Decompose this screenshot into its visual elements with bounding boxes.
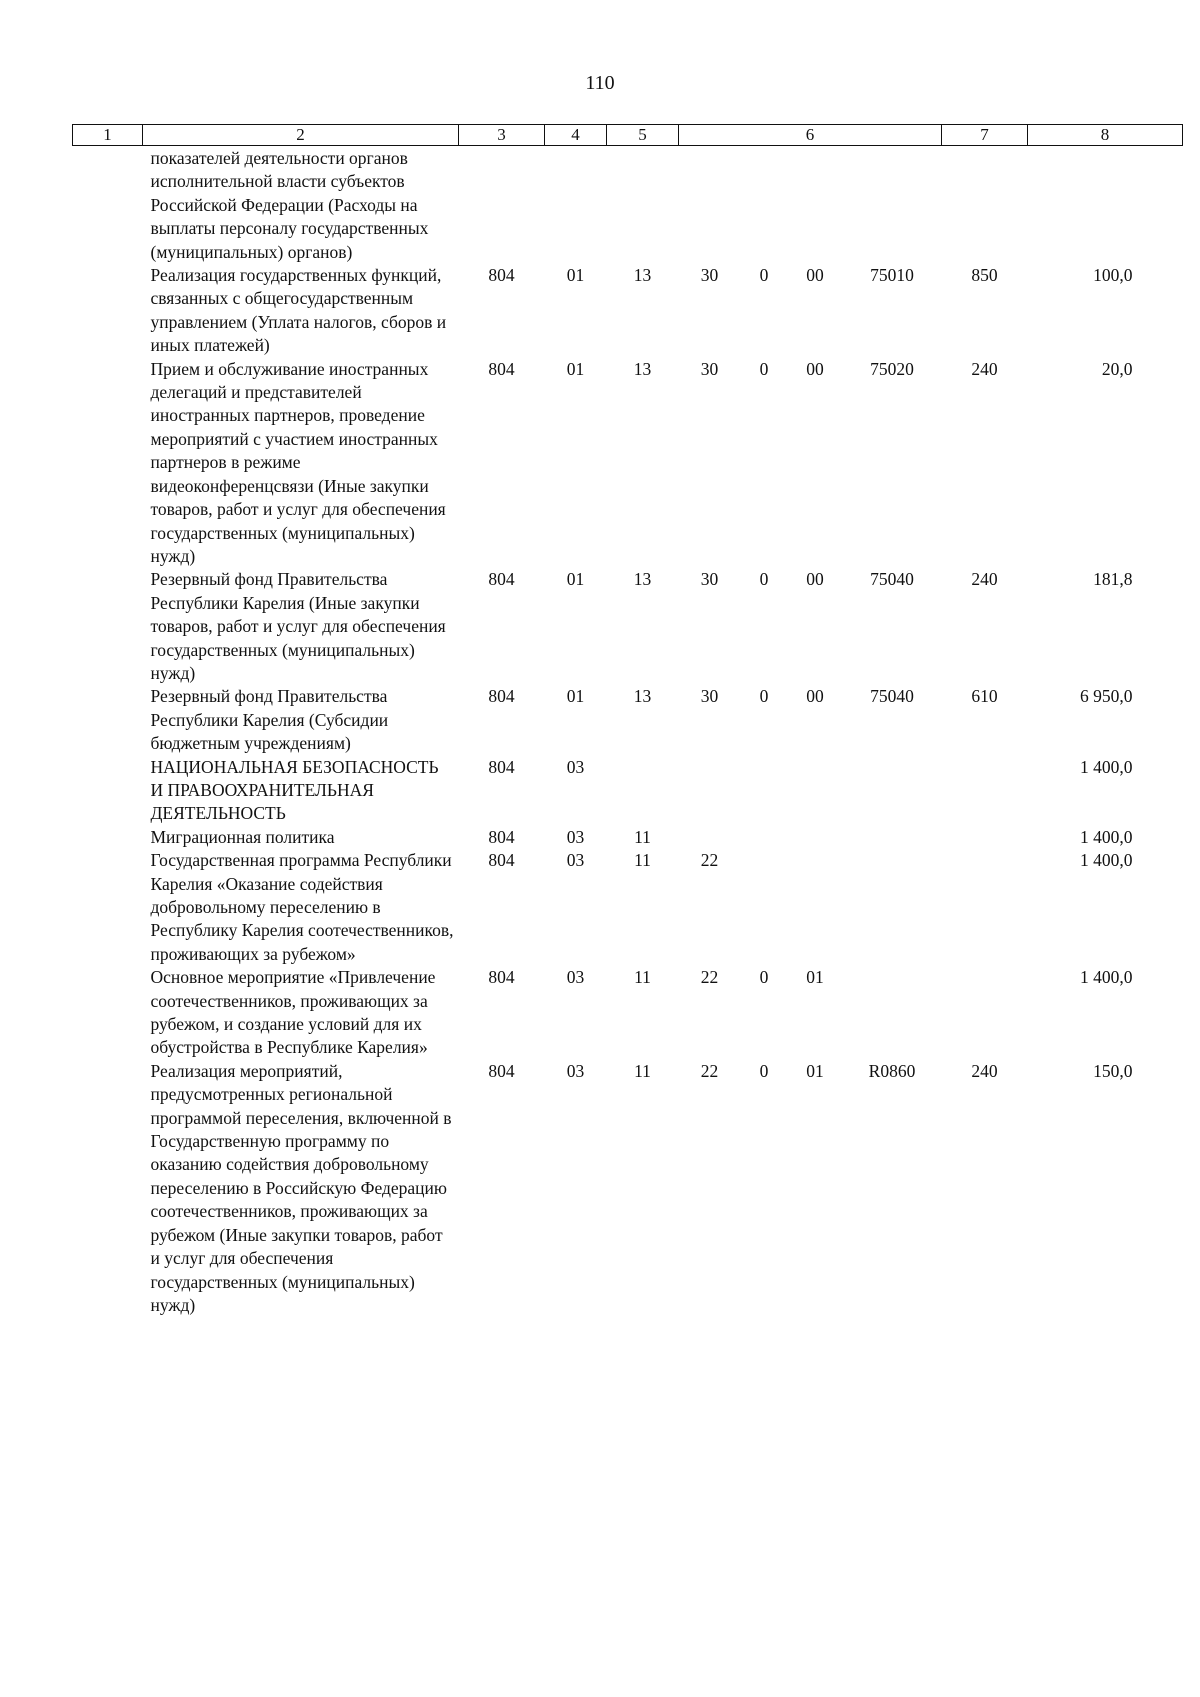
cell-col-6-direction [843,146,942,265]
cell-col-4: 03 [566,967,585,988]
cell-col-5: 11 [634,1060,651,1081]
cell-col-4 [545,146,607,265]
cell-name: Миграционная политика [150,826,335,847]
cell-col-4: 03 [566,850,585,871]
cell-col-7: 610 [971,686,998,707]
cell-col-4: 01 [566,686,585,707]
cell-col-8: 100,0 [1093,265,1133,286]
cell-col-7: 240 [971,358,998,379]
cell-col-6-subprogram [741,146,788,265]
cell-col-3: 804 [488,265,515,286]
cell-col-6-direction: R0860 [868,1060,916,1081]
cell-col-3 [459,146,545,265]
cell-col-3: 804 [488,756,515,777]
cell-col-5: 11 [634,850,651,871]
cell-col-6-subprogram: 0 [759,967,769,988]
column-header-3: 3 [459,125,545,146]
cell-col-6-event: 00 [806,358,824,379]
cell-col-7 [942,756,1028,826]
cell-col-6-event: 00 [806,686,824,707]
cell-col-7: 240 [971,1060,998,1081]
cell-col-8: 20,0 [1101,358,1133,379]
cell-name: Основное мероприятие «Привлечение соотечественников, проживающих за рубежом, и создание условий для их обустройства в Республике Карелия» [150,967,436,1058]
cell-col-4: 03 [566,1060,585,1081]
cell-col-1 [73,264,143,358]
cell-col-3: 804 [488,826,515,847]
cell-col-6-event [788,826,843,849]
cell-col-6-program: 22 [700,850,719,871]
cell-col-6-direction [843,826,942,849]
cell-col-6-program: 30 [700,358,719,379]
column-header-1: 1 [73,125,143,146]
cell-col-8: 150,0 [1093,1060,1133,1081]
cell-col-5: 11 [634,967,651,988]
column-header-6: 6 [679,125,942,146]
cell-name: Государственная программа Республики Карелия «Оказание содействия добровольному переселению в Республику Карелия соотечественников, проживающих за рубежом» [150,850,454,964]
cell-col-5: 13 [633,569,652,590]
page-number: 110 [585,72,615,94]
cell-col-6-subprogram [741,756,788,826]
column-header-4: 4 [545,125,607,146]
table-body [73,146,1183,1318]
cell-col-6-program [679,756,741,826]
cell-col-1 [73,849,143,966]
table-row [73,146,1183,265]
cell-col-8: 1 400,0 [1080,756,1133,777]
cell-col-6-subprogram: 0 [759,569,769,590]
cell-col-6-event: 00 [806,569,824,590]
table-row [73,756,1183,826]
table-row [73,1060,1183,1317]
cell-col-4: 03 [566,756,585,777]
column-header-5: 5 [607,125,679,146]
cell-col-5: 11 [634,826,651,847]
cell-col-8 [1028,146,1183,265]
cell-col-6-event [788,756,843,826]
cell-col-6-direction: 75040 [870,569,914,590]
column-header-2: 2 [143,125,459,146]
cell-col-6-event: 01 [806,1060,824,1081]
cell-col-3: 804 [488,1060,515,1081]
cell-col-6-subprogram [741,826,788,849]
cell-col-7 [942,849,1028,966]
cell-name: показателей деятельности органов исполнительной власти субъектов Российской Федерации (Расходы на выплаты персоналу государственных (муниципальных) органов) [150,148,429,262]
cell-col-6-direction [843,756,942,826]
cell-col-6-program: 22 [700,967,719,988]
cell-col-3: 804 [488,686,515,707]
column-header-7: 7 [942,125,1028,146]
cell-col-6-program [679,146,741,265]
cell-col-6-event [788,849,843,966]
cell-col-1 [73,1060,143,1317]
cell-col-6-subprogram [741,849,788,966]
cell-col-8: 1 400,0 [1080,850,1133,871]
cell-col-1 [73,756,143,826]
cell-col-8: 1 400,0 [1080,967,1133,988]
cell-col-6-subprogram: 0 [759,358,769,379]
cell-col-5: 13 [633,358,652,379]
cell-col-6-direction: 75040 [870,686,914,707]
cell-col-1 [73,568,143,685]
table-row [73,568,1183,685]
cell-name: Реализация мероприятий, предусмотренных региональной программой переселения, включенной в Государственную программу по оказанию содействия добровольному переселению в Российскую Федерацию соотечественников, проживающих за рубежом (Иные закупки товаров, работ и услуг для обеспечения государственных (муниципальных) нужд) [150,1060,452,1315]
cell-col-6-direction [843,849,942,966]
cell-name: Прием и обслуживание иностранных делегаций и представителей иностранных партнеров, проведение мероприятий с участием иностранных партнеров в режиме видеоконференцсвязи (Иные закупки товаров, работ и услуг для обеспечения государственных (муниципальных) нужд) [150,358,446,566]
cell-col-6-subprogram: 0 [759,1060,769,1081]
cell-col-3: 804 [488,569,515,590]
cell-col-1 [73,358,143,569]
cell-col-3: 804 [488,967,515,988]
cell-name: Резервный фонд Правительства Республики Карелия (Субсидии бюджетным учреждениям) [150,686,389,754]
cell-col-6-program [679,826,741,849]
column-header-8: 8 [1028,125,1183,146]
cell-col-5: 13 [633,265,652,286]
table-row [73,849,1183,966]
cell-col-4: 01 [566,358,585,379]
cell-col-1 [73,146,143,265]
cell-col-6-program: 30 [700,265,719,286]
budget-table [72,124,1183,1317]
table-row [73,358,1183,569]
cell-col-4: 01 [566,265,585,286]
table-row [73,826,1183,849]
cell-col-8: 6 950,0 [1080,686,1133,707]
cell-col-7: 850 [971,265,998,286]
cell-col-4: 01 [566,569,585,590]
cell-col-6-program: 22 [700,1060,719,1081]
cell-col-7 [942,966,1028,1060]
cell-col-1 [73,685,143,755]
cell-col-6-event: 01 [806,967,824,988]
cell-col-3: 804 [488,358,515,379]
cell-col-6-subprogram: 0 [759,265,769,286]
table-row [73,264,1183,358]
cell-col-7 [942,826,1028,849]
cell-col-6-direction [843,966,942,1060]
cell-col-7: 240 [971,569,998,590]
cell-col-7 [942,146,1028,265]
cell-col-6-direction: 75020 [870,358,914,379]
cell-col-8: 1 400,0 [1080,826,1133,847]
cell-col-6-event [788,146,843,265]
cell-col-6-program: 30 [700,686,719,707]
cell-col-3: 804 [488,850,515,871]
cell-col-1 [73,826,143,849]
cell-col-8: 181,8 [1093,569,1133,590]
table-row [73,685,1183,755]
cell-name: НАЦИОНАЛЬНАЯ БЕЗОПАСНОСТЬ И ПРАВООХРАНИТЕЛЬНАЯ ДЕЯТЕЛЬНОСТЬ [150,756,439,824]
cell-name: Резервный фонд Правительства Республики Карелия (Иные закупки товаров, работ и услуг для обеспечения государственных (муниципальных) нужд) [150,569,446,683]
cell-col-6-program: 30 [700,569,719,590]
cell-col-5: 13 [633,686,652,707]
cell-col-6-direction: 75010 [870,265,914,286]
cell-col-4: 03 [566,826,585,847]
cell-col-6-event: 00 [806,265,824,286]
cell-col-5 [607,146,679,265]
cell-col-1 [73,966,143,1060]
table-header-row [73,125,1183,146]
cell-col-5 [607,756,679,826]
cell-name: Реализация государственных функций, связанных с общегосударственным управлением (Уплата налогов, сборов и иных платежей) [150,265,447,356]
table-row [73,966,1183,1060]
cell-col-6-subprogram: 0 [759,686,769,707]
